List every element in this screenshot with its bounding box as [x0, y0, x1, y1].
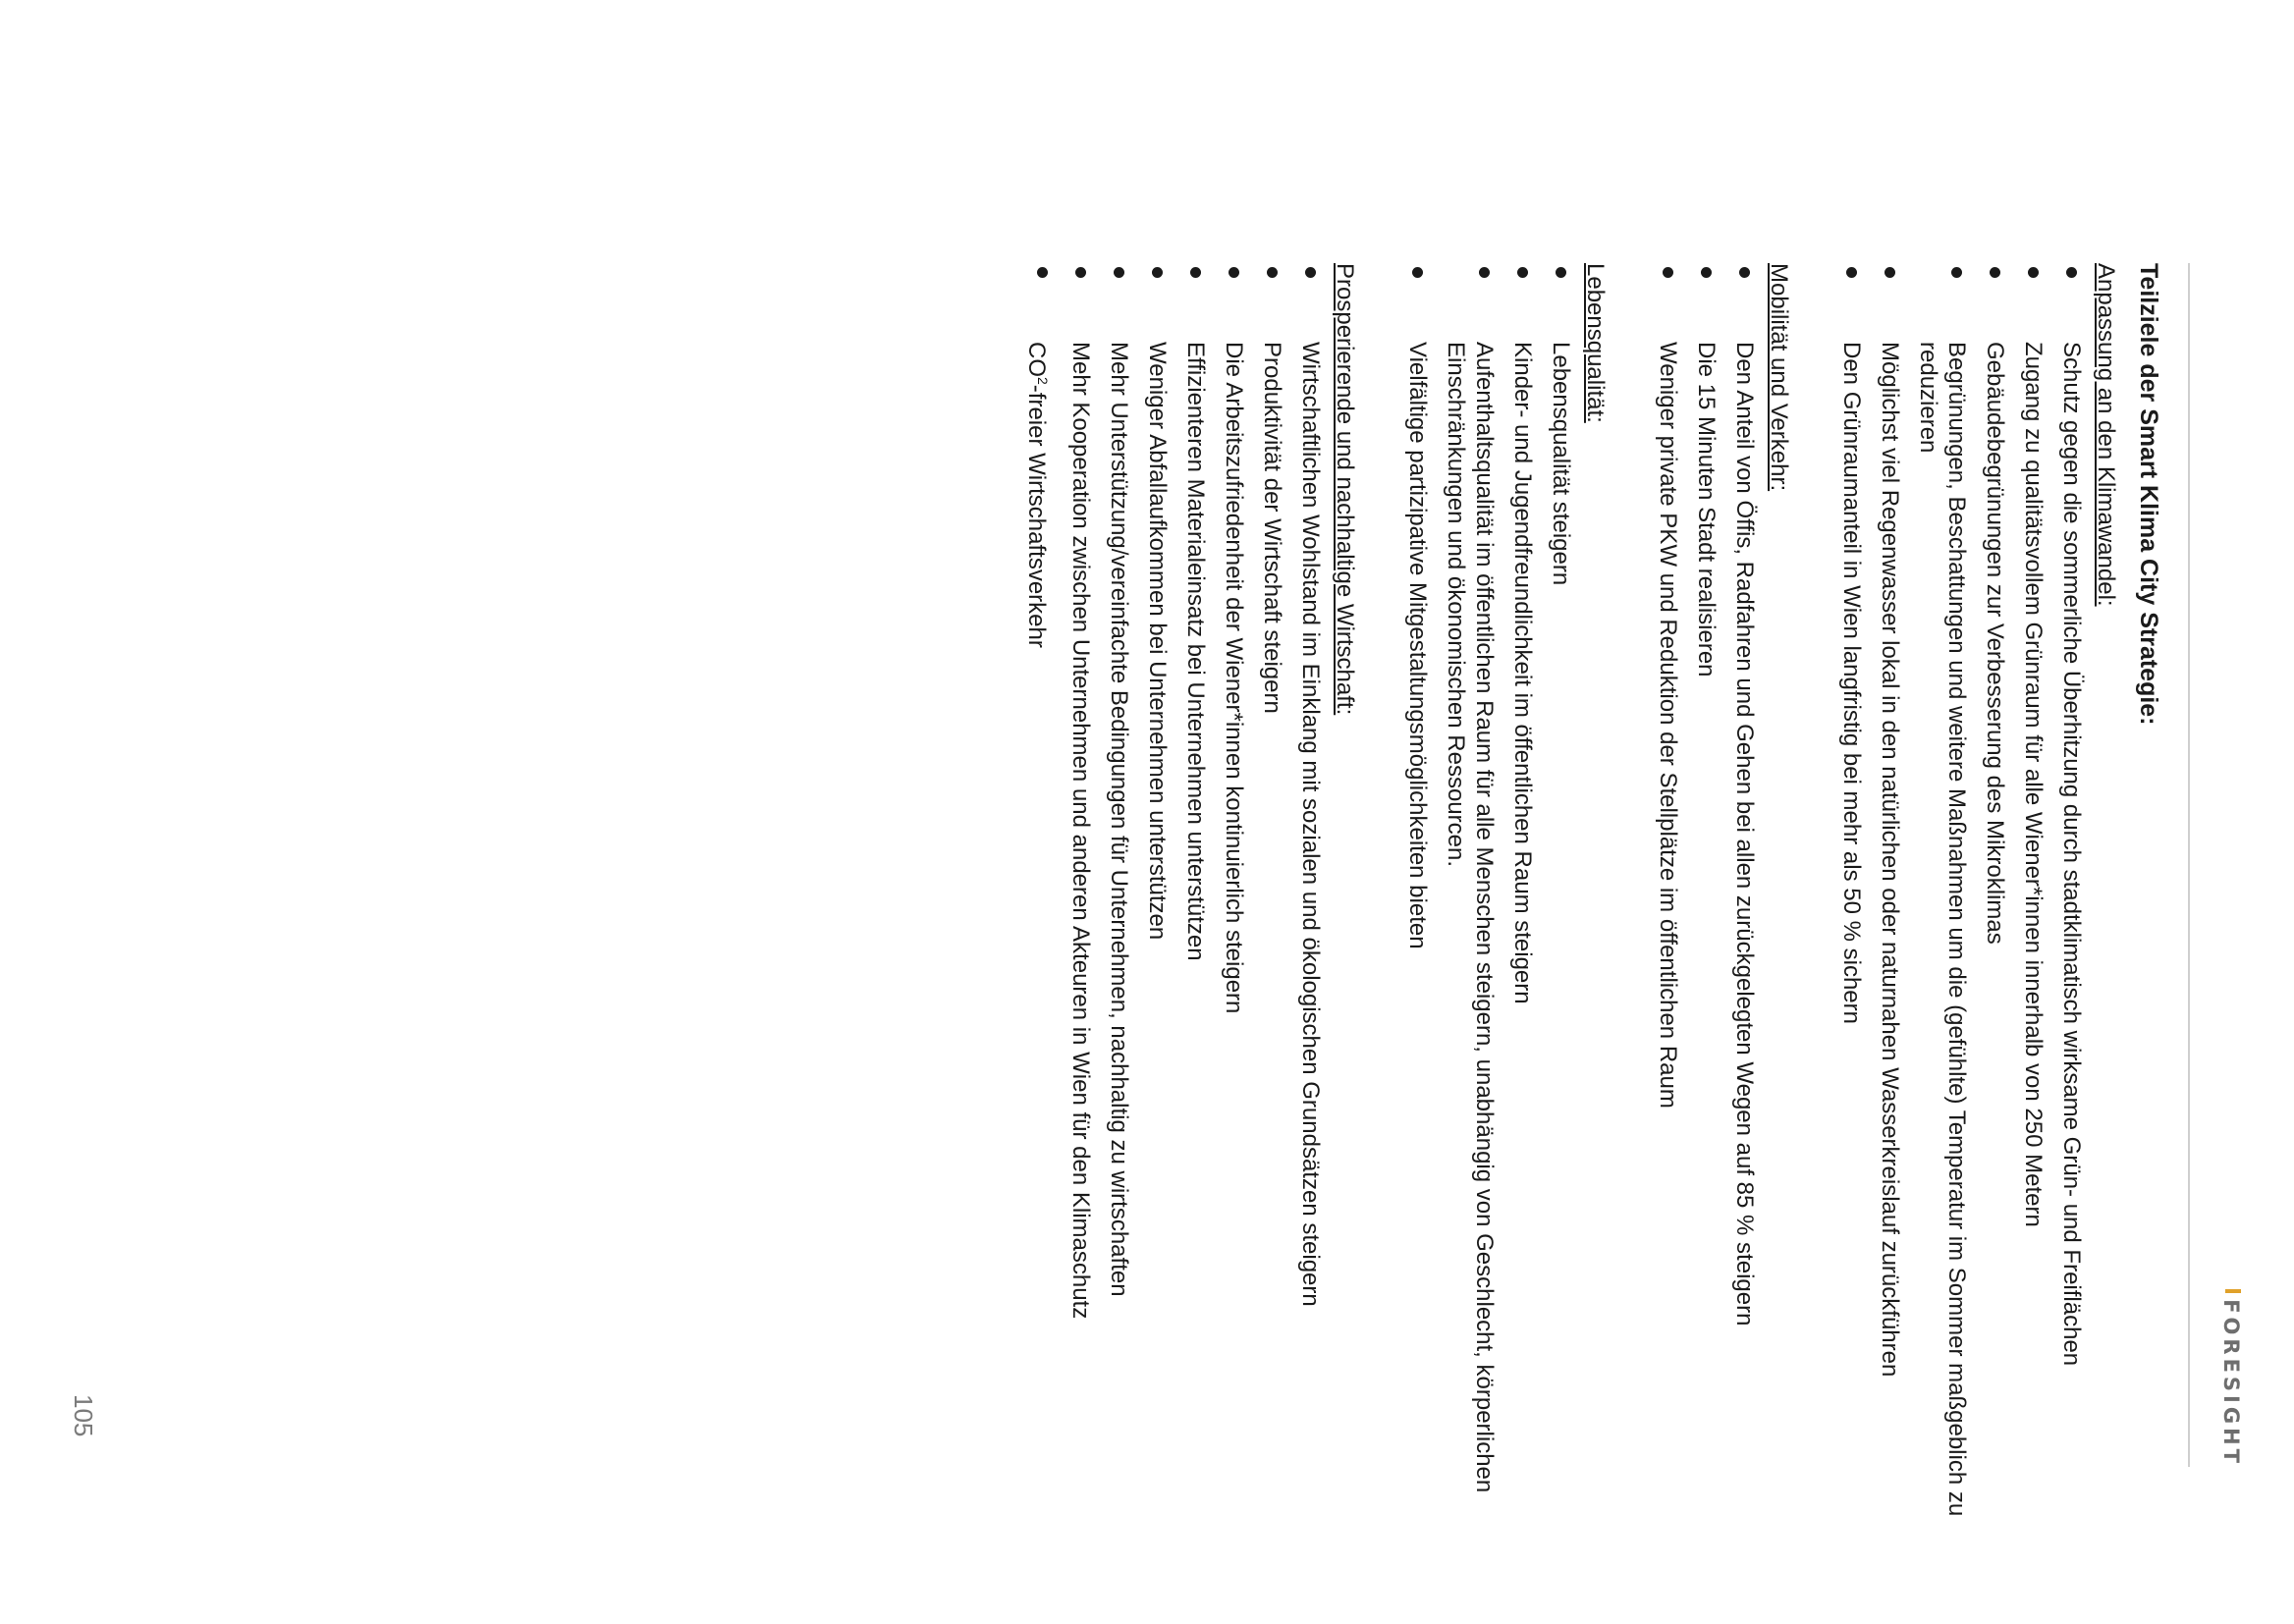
list-item: Die Arbeitszufriedenheit der Wiener*innen kontinuierlich steigern: [1220, 263, 1248, 1530]
bullet-list: [1403, 263, 1575, 1530]
section-wirtschaft: [1022, 263, 1364, 1530]
list-item: Möglichst viel Regenwasser lokal in den natürlichen oder naturnahen Wasserkreislauf zurückführen: [1876, 263, 1904, 1530]
list-item: Begrünungen, Beschattungen und weitere Maßnahmen um die (gefühlte) Temperatur im Sommer maßgeblich zu reduzieren: [1914, 263, 1971, 1530]
bullet-icon: [1267, 267, 1278, 278]
bullet-icon: [1114, 267, 1124, 278]
list-item: Schutz gegen die sommerliche Überhitzung durch stadtklimatisch wirksame Grün- und Freiflächen: [2057, 263, 2086, 1530]
bullet-icon: [1229, 267, 1239, 278]
bullet-icon: [1990, 267, 2000, 278]
bullet-icon: [1517, 267, 1528, 278]
list-item: Mehr Kooperation zwischen Unternehmen und anderen Akteuren in Wien für den Klimaschutz: [1066, 263, 1095, 1530]
bullet-icon: [1075, 267, 1086, 278]
list-item: Mehr Unterstützung/vereinfachte Bedingungen für Unternehmen, nachhaltig zu wirtschaften: [1105, 263, 1133, 1530]
bullet-icon: [1305, 267, 1316, 278]
brand-logo: [2213, 1235, 2243, 1467]
list-item: Weniger private PKW und Reduktion der Stellplätze im öffentlichen Raum: [1654, 263, 1682, 1530]
bullet-icon: [1412, 267, 1423, 278]
bullet-icon: [1037, 267, 1048, 278]
bullet-list: [1837, 263, 2086, 1530]
bullet-icon: [1556, 267, 1566, 278]
bullet-icon: [1701, 267, 1712, 278]
bullet-icon: [1739, 267, 1750, 278]
list-item: $CO^2$-freier Wirtschaftsverkehr: [1022, 263, 1057, 1530]
list-item: Den Grünraumanteil in Wien langfristig bei mehr als 50 % sichern: [1837, 263, 1866, 1530]
section-lebensqualitaet: [1403, 263, 1614, 1530]
list-item: Produktivität der Wirtschaft steigern: [1258, 263, 1286, 1530]
bullet-icon: [1190, 267, 1201, 278]
bullet-icon: [1479, 267, 1490, 278]
main-content: [983, 263, 2168, 1530]
list-item: Effizienteren Materialeinsatz bei Unternehmen unterstützen: [1181, 263, 1210, 1530]
list-item: Den Anteil von Öffis, Radfahren und Gehen bei allen zurückgelegten Wegen auf 85 % steigern: [1730, 263, 1759, 1530]
section-mobilitaet: [1654, 263, 1798, 1530]
list-item: Lebensqualität steigern: [1547, 263, 1575, 1530]
list-item: Zugang zu qualitätsvollem Grünraum für alle Wiener*innen innerhalb von 250 Metern: [2019, 263, 2048, 1530]
header-divider: [2188, 263, 2190, 1467]
bullet-icon: [1951, 267, 1962, 278]
bullet-list: [1654, 263, 1759, 1530]
list-item: Gebäudebegrünungen zur Verbesserung des Mikroklimas: [1981, 263, 2009, 1530]
section-heading: Mobilität und Verkehr:: [1766, 263, 1792, 492]
list-item: Aufenthaltsqualität im öffentlichen Raum für alle Menschen steigern, unabhängig von Geschlecht, körperlichen Einschränkungen und ökonomischen Ressourcen.: [1442, 263, 1499, 1530]
bullet-list: [1022, 263, 1325, 1530]
bullet-icon: [1152, 267, 1163, 278]
list-item: Kinder- und Jugendfreundlichkeit im öffentlichen Raum steigern: [1508, 263, 1537, 1530]
section-heading: Anpassung an den Klimawandel:: [2093, 263, 2119, 607]
brand-mark-icon: [2225, 1289, 2241, 1293]
page-number: 105: [69, 1394, 98, 1437]
section-heading: Prosperierende und nachhaltige Wirtschaft:: [1332, 263, 1358, 716]
bullet-icon: [2028, 267, 2039, 278]
bullet-icon: [1884, 267, 1895, 278]
bullet-icon: [1846, 267, 1857, 278]
section-heading: Lebensqualität:: [1582, 263, 1609, 423]
bullet-icon: [2066, 267, 2077, 278]
section-klimawandel: [1837, 263, 2125, 1530]
page-title: Teilziele der Smart Klima City Strategie:: [2135, 263, 2162, 726]
bullet-icon: [1663, 267, 1673, 278]
brand-name: FORESIGHT: [2219, 1299, 2243, 1467]
list-item: Die 15 Minuten Stadt realisieren: [1692, 263, 1720, 1530]
list-item: Weniger Abfallaufkommen bei Unternehmen unterstützen: [1143, 263, 1172, 1530]
list-item: Wirtschaftlichen Wohlstand im Einklang mit sozialen und ökologischen Grundsätzen steigern: [1296, 263, 1325, 1530]
list-item: Vielfältige partizipative Mitgestaltungsmöglichkeiten bieten: [1403, 263, 1432, 1530]
